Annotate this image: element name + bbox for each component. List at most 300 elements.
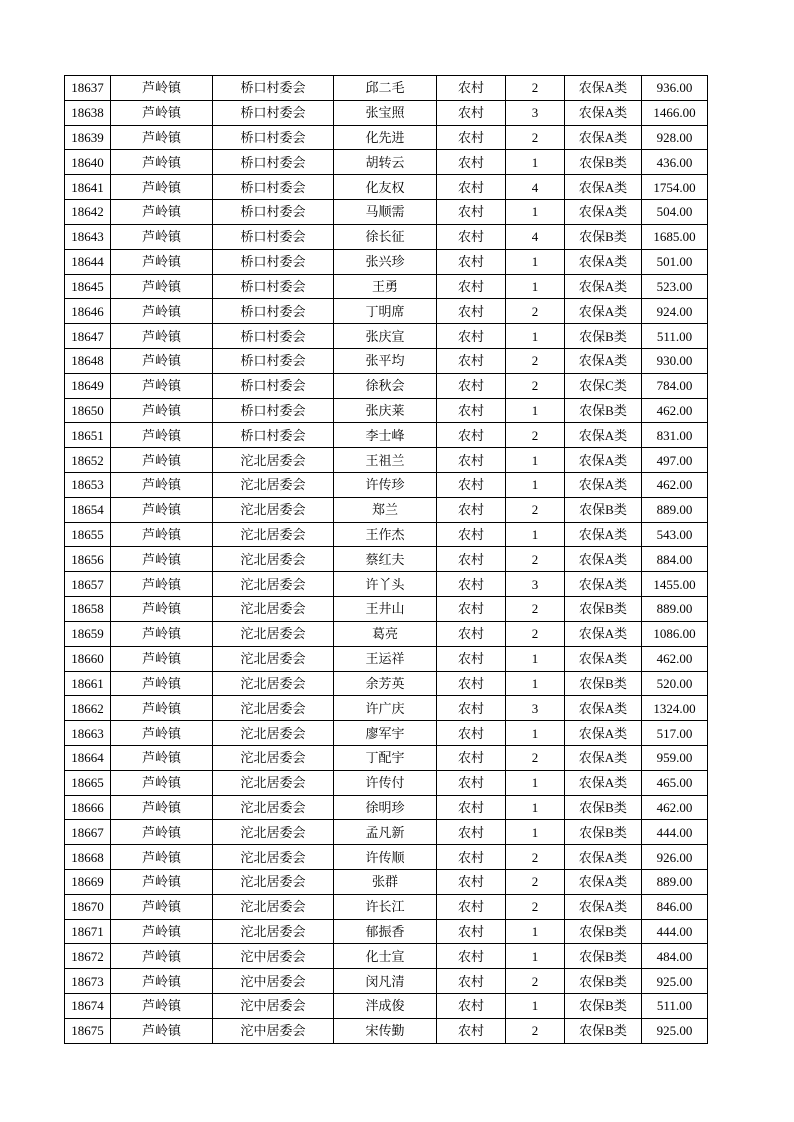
- cell-person-count: 1: [506, 646, 565, 671]
- table-row: [65, 522, 708, 547]
- cell-village-committee: 沱北居委会: [213, 870, 334, 895]
- cell-record-id: 18675: [65, 1018, 111, 1043]
- cell-amount: 517.00: [642, 721, 708, 746]
- cell-person-name: 李士峰: [334, 423, 437, 448]
- cell-insurance-category: 农保A类: [565, 572, 642, 597]
- cell-residence-type: 农村: [437, 100, 506, 125]
- cell-residence-type: 农村: [437, 1018, 506, 1043]
- cell-person-name: 张庆宣: [334, 324, 437, 349]
- cell-residence-type: 农村: [437, 125, 506, 150]
- table-row: [65, 324, 708, 349]
- cell-person-name: 廖军宇: [334, 721, 437, 746]
- cell-person-name: 化先进: [334, 125, 437, 150]
- cell-amount: 928.00: [642, 125, 708, 150]
- cell-person-count: 3: [506, 100, 565, 125]
- table-row: [65, 597, 708, 622]
- cell-village-committee: 桥口村委会: [213, 299, 334, 324]
- cell-record-id: 18667: [65, 820, 111, 845]
- cell-insurance-category: 农保B类: [565, 795, 642, 820]
- cell-amount: 924.00: [642, 299, 708, 324]
- cell-town: 芦岭镇: [111, 473, 213, 498]
- cell-person-count: 1: [506, 150, 565, 175]
- cell-village-committee: 沱中居委会: [213, 1018, 334, 1043]
- cell-person-name: 葛亮: [334, 621, 437, 646]
- cell-insurance-category: 农保A类: [565, 125, 642, 150]
- cell-insurance-category: 农保A类: [565, 646, 642, 671]
- cell-village-committee: 沱北居委会: [213, 572, 334, 597]
- cell-town: 芦岭镇: [111, 919, 213, 944]
- table-row: [65, 274, 708, 299]
- cell-residence-type: 农村: [437, 200, 506, 225]
- cell-amount: 462.00: [642, 795, 708, 820]
- cell-amount: 889.00: [642, 597, 708, 622]
- cell-village-committee: 沱北居委会: [213, 646, 334, 671]
- cell-town: 芦岭镇: [111, 274, 213, 299]
- cell-residence-type: 农村: [437, 721, 506, 746]
- cell-insurance-category: 农保B类: [565, 597, 642, 622]
- cell-record-id: 18639: [65, 125, 111, 150]
- cell-person-count: 2: [506, 497, 565, 522]
- cell-person-count: 2: [506, 597, 565, 622]
- cell-insurance-category: 农保A类: [565, 894, 642, 919]
- cell-village-committee: 沱中居委会: [213, 944, 334, 969]
- table-row: [65, 1018, 708, 1043]
- cell-amount: 930.00: [642, 348, 708, 373]
- cell-residence-type: 农村: [437, 249, 506, 274]
- cell-insurance-category: 农保B类: [565, 324, 642, 349]
- cell-residence-type: 农村: [437, 597, 506, 622]
- cell-amount: 1455.00: [642, 572, 708, 597]
- cell-amount: 884.00: [642, 547, 708, 572]
- cell-record-id: 18650: [65, 398, 111, 423]
- cell-village-committee: 沱中居委会: [213, 969, 334, 994]
- cell-village-committee: 沱北居委会: [213, 919, 334, 944]
- table-row: [65, 969, 708, 994]
- cell-person-count: 2: [506, 621, 565, 646]
- cell-amount: 959.00: [642, 745, 708, 770]
- cell-residence-type: 农村: [437, 646, 506, 671]
- cell-person-name: 郁振香: [334, 919, 437, 944]
- cell-village-committee: 桥口村委会: [213, 423, 334, 448]
- table-row: [65, 547, 708, 572]
- cell-residence-type: 农村: [437, 324, 506, 349]
- cell-village-committee: 桥口村委会: [213, 274, 334, 299]
- cell-record-id: 18641: [65, 175, 111, 200]
- cell-person-name: 马顺需: [334, 200, 437, 225]
- cell-insurance-category: 农保A类: [565, 423, 642, 448]
- cell-person-name: 丁配宇: [334, 745, 437, 770]
- cell-person-count: 2: [506, 845, 565, 870]
- cell-residence-type: 农村: [437, 745, 506, 770]
- cell-person-count: 2: [506, 745, 565, 770]
- cell-record-id: 18652: [65, 448, 111, 473]
- cell-insurance-category: 农保B类: [565, 919, 642, 944]
- cell-village-committee: 桥口村委会: [213, 125, 334, 150]
- cell-amount: 501.00: [642, 249, 708, 274]
- cell-record-id: 18657: [65, 572, 111, 597]
- cell-person-name: 邱二毛: [334, 76, 437, 101]
- cell-amount: 465.00: [642, 770, 708, 795]
- cell-residence-type: 农村: [437, 770, 506, 795]
- cell-person-count: 2: [506, 299, 565, 324]
- cell-insurance-category: 农保B类: [565, 497, 642, 522]
- cell-amount: 497.00: [642, 448, 708, 473]
- cell-amount: 543.00: [642, 522, 708, 547]
- cell-residence-type: 农村: [437, 994, 506, 1019]
- cell-village-committee: 桥口村委会: [213, 150, 334, 175]
- cell-record-id: 18666: [65, 795, 111, 820]
- table-row: [65, 845, 708, 870]
- cell-village-committee: 桥口村委会: [213, 324, 334, 349]
- cell-person-count: 1: [506, 249, 565, 274]
- cell-residence-type: 农村: [437, 497, 506, 522]
- cell-person-count: 1: [506, 944, 565, 969]
- cell-record-id: 18659: [65, 621, 111, 646]
- cell-village-committee: 沱北居委会: [213, 671, 334, 696]
- cell-village-committee: 沱北居委会: [213, 845, 334, 870]
- cell-person-name: 王作杰: [334, 522, 437, 547]
- cell-record-id: 18647: [65, 324, 111, 349]
- cell-village-committee: 沱北居委会: [213, 621, 334, 646]
- cell-amount: 936.00: [642, 76, 708, 101]
- table-row: [65, 125, 708, 150]
- cell-town: 芦岭镇: [111, 994, 213, 1019]
- cell-insurance-category: 农保A类: [565, 249, 642, 274]
- cell-town: 芦岭镇: [111, 125, 213, 150]
- cell-town: 芦岭镇: [111, 572, 213, 597]
- cell-person-count: 2: [506, 1018, 565, 1043]
- cell-residence-type: 农村: [437, 150, 506, 175]
- cell-insurance-category: 农保B类: [565, 150, 642, 175]
- cell-residence-type: 农村: [437, 373, 506, 398]
- cell-record-id: 18664: [65, 745, 111, 770]
- cell-residence-type: 农村: [437, 522, 506, 547]
- cell-person-count: 1: [506, 398, 565, 423]
- cell-town: 芦岭镇: [111, 820, 213, 845]
- cell-amount: 523.00: [642, 274, 708, 299]
- cell-amount: 462.00: [642, 646, 708, 671]
- cell-insurance-category: 农保B类: [565, 671, 642, 696]
- cell-record-id: 18671: [65, 919, 111, 944]
- cell-town: 芦岭镇: [111, 224, 213, 249]
- cell-amount: 462.00: [642, 398, 708, 423]
- cell-person-name: 徐长征: [334, 224, 437, 249]
- cell-amount: 1086.00: [642, 621, 708, 646]
- cell-insurance-category: 农保A类: [565, 621, 642, 646]
- cell-person-name: 张兴珍: [334, 249, 437, 274]
- cell-person-count: 1: [506, 274, 565, 299]
- cell-record-id: 18646: [65, 299, 111, 324]
- cell-town: 芦岭镇: [111, 621, 213, 646]
- cell-record-id: 18642: [65, 200, 111, 225]
- cell-insurance-category: 农保A类: [565, 845, 642, 870]
- table-row: [65, 721, 708, 746]
- cell-person-name: 丁明席: [334, 299, 437, 324]
- cell-residence-type: 农村: [437, 944, 506, 969]
- table-row: [65, 770, 708, 795]
- table-row: [65, 696, 708, 721]
- cell-residence-type: 农村: [437, 795, 506, 820]
- cell-person-name: 许广庆: [334, 696, 437, 721]
- cell-record-id: 18674: [65, 994, 111, 1019]
- table-body: [65, 76, 708, 1044]
- cell-village-committee: 沱北居委会: [213, 795, 334, 820]
- cell-residence-type: 农村: [437, 894, 506, 919]
- cell-person-name: 许丫头: [334, 572, 437, 597]
- cell-town: 芦岭镇: [111, 423, 213, 448]
- cell-record-id: 18654: [65, 497, 111, 522]
- cell-village-committee: 桥口村委会: [213, 200, 334, 225]
- cell-residence-type: 农村: [437, 348, 506, 373]
- cell-town: 芦岭镇: [111, 845, 213, 870]
- cell-record-id: 18660: [65, 646, 111, 671]
- cell-person-name: 徐明珍: [334, 795, 437, 820]
- cell-village-committee: 桥口村委会: [213, 348, 334, 373]
- cell-insurance-category: 农保B类: [565, 944, 642, 969]
- table-row: [65, 473, 708, 498]
- cell-person-count: 2: [506, 76, 565, 101]
- cell-person-name: 化士宣: [334, 944, 437, 969]
- cell-record-id: 18655: [65, 522, 111, 547]
- cell-village-committee: 沱北居委会: [213, 473, 334, 498]
- cell-village-committee: 沱北居委会: [213, 522, 334, 547]
- cell-residence-type: 农村: [437, 423, 506, 448]
- cell-person-name: 张庆莱: [334, 398, 437, 423]
- cell-record-id: 18656: [65, 547, 111, 572]
- cell-person-count: 1: [506, 919, 565, 944]
- cell-insurance-category: 农保A类: [565, 870, 642, 895]
- cell-amount: 889.00: [642, 497, 708, 522]
- cell-record-id: 18670: [65, 894, 111, 919]
- cell-record-id: 18637: [65, 76, 111, 101]
- cell-town: 芦岭镇: [111, 324, 213, 349]
- cell-person-count: 1: [506, 522, 565, 547]
- cell-residence-type: 农村: [437, 969, 506, 994]
- cell-person-name: 王井山: [334, 597, 437, 622]
- cell-person-count: 4: [506, 224, 565, 249]
- cell-record-id: 18668: [65, 845, 111, 870]
- table-row: [65, 373, 708, 398]
- cell-person-count: 1: [506, 671, 565, 696]
- cell-town: 芦岭镇: [111, 76, 213, 101]
- cell-town: 芦岭镇: [111, 894, 213, 919]
- cell-residence-type: 农村: [437, 820, 506, 845]
- cell-insurance-category: 农保A类: [565, 770, 642, 795]
- cell-person-count: 2: [506, 547, 565, 572]
- table-row: [65, 348, 708, 373]
- cell-person-count: 3: [506, 696, 565, 721]
- cell-insurance-category: 农保B类: [565, 820, 642, 845]
- cell-residence-type: 农村: [437, 845, 506, 870]
- cell-person-name: 化友权: [334, 175, 437, 200]
- cell-insurance-category: 农保A类: [565, 448, 642, 473]
- cell-insurance-category: 农保A类: [565, 745, 642, 770]
- cell-person-count: 2: [506, 373, 565, 398]
- cell-town: 芦岭镇: [111, 646, 213, 671]
- cell-village-committee: 沱北居委会: [213, 597, 334, 622]
- insurance-payment-table: [64, 75, 708, 1044]
- cell-record-id: 18665: [65, 770, 111, 795]
- cell-insurance-category: 农保A类: [565, 473, 642, 498]
- cell-village-committee: 沱北居委会: [213, 721, 334, 746]
- cell-village-committee: 沱北居委会: [213, 448, 334, 473]
- cell-person-name: 张群: [334, 870, 437, 895]
- cell-record-id: 18651: [65, 423, 111, 448]
- cell-village-committee: 沱北居委会: [213, 894, 334, 919]
- cell-residence-type: 农村: [437, 473, 506, 498]
- table-row: [65, 175, 708, 200]
- cell-village-committee: 桥口村委会: [213, 249, 334, 274]
- cell-person-count: 1: [506, 324, 565, 349]
- cell-record-id: 18643: [65, 224, 111, 249]
- cell-person-count: 2: [506, 348, 565, 373]
- cell-person-count: 2: [506, 969, 565, 994]
- cell-insurance-category: 农保A类: [565, 696, 642, 721]
- cell-town: 芦岭镇: [111, 448, 213, 473]
- cell-residence-type: 农村: [437, 398, 506, 423]
- cell-amount: 784.00: [642, 373, 708, 398]
- cell-amount: 831.00: [642, 423, 708, 448]
- cell-person-count: 4: [506, 175, 565, 200]
- cell-town: 芦岭镇: [111, 944, 213, 969]
- cell-amount: 462.00: [642, 473, 708, 498]
- cell-insurance-category: 农保B类: [565, 1018, 642, 1043]
- cell-person-count: 1: [506, 820, 565, 845]
- cell-town: 芦岭镇: [111, 200, 213, 225]
- cell-town: 芦岭镇: [111, 671, 213, 696]
- cell-record-id: 18649: [65, 373, 111, 398]
- cell-residence-type: 农村: [437, 175, 506, 200]
- cell-village-committee: 沱北居委会: [213, 745, 334, 770]
- cell-person-count: 2: [506, 894, 565, 919]
- table-row: [65, 100, 708, 125]
- cell-record-id: 18669: [65, 870, 111, 895]
- cell-insurance-category: 农保A类: [565, 100, 642, 125]
- table-row: [65, 249, 708, 274]
- cell-insurance-category: 农保A类: [565, 547, 642, 572]
- cell-insurance-category: 农保A类: [565, 522, 642, 547]
- cell-person-name: 蔡红夫: [334, 547, 437, 572]
- cell-village-committee: 沱北居委会: [213, 497, 334, 522]
- cell-amount: 925.00: [642, 969, 708, 994]
- cell-person-name: 许传付: [334, 770, 437, 795]
- cell-town: 芦岭镇: [111, 249, 213, 274]
- cell-record-id: 18645: [65, 274, 111, 299]
- table-row: [65, 671, 708, 696]
- cell-person-name: 徐秋会: [334, 373, 437, 398]
- cell-person-name: 许长江: [334, 894, 437, 919]
- cell-village-committee: 沱中居委会: [213, 994, 334, 1019]
- cell-town: 芦岭镇: [111, 398, 213, 423]
- cell-amount: 925.00: [642, 1018, 708, 1043]
- table-row: [65, 870, 708, 895]
- cell-residence-type: 农村: [437, 224, 506, 249]
- cell-insurance-category: 农保A类: [565, 274, 642, 299]
- cell-village-committee: 桥口村委会: [213, 100, 334, 125]
- cell-person-count: 2: [506, 870, 565, 895]
- table-row: [65, 919, 708, 944]
- cell-residence-type: 农村: [437, 621, 506, 646]
- table-row: [65, 398, 708, 423]
- cell-person-name: 张平均: [334, 348, 437, 373]
- cell-town: 芦岭镇: [111, 969, 213, 994]
- cell-person-name: 泮成俊: [334, 994, 437, 1019]
- cell-person-count: 1: [506, 994, 565, 1019]
- table-row: [65, 944, 708, 969]
- cell-town: 芦岭镇: [111, 745, 213, 770]
- cell-amount: 889.00: [642, 870, 708, 895]
- cell-residence-type: 农村: [437, 299, 506, 324]
- cell-town: 芦岭镇: [111, 770, 213, 795]
- cell-person-name: 闵凡清: [334, 969, 437, 994]
- cell-insurance-category: 农保B类: [565, 969, 642, 994]
- cell-village-committee: 桥口村委会: [213, 373, 334, 398]
- table-row: [65, 621, 708, 646]
- cell-record-id: 18673: [65, 969, 111, 994]
- cell-town: 芦岭镇: [111, 597, 213, 622]
- cell-insurance-category: 农保A类: [565, 348, 642, 373]
- cell-residence-type: 农村: [437, 671, 506, 696]
- table-row: [65, 200, 708, 225]
- cell-person-count: 1: [506, 721, 565, 746]
- cell-record-id: 18662: [65, 696, 111, 721]
- cell-amount: 511.00: [642, 324, 708, 349]
- cell-village-committee: 桥口村委会: [213, 175, 334, 200]
- cell-insurance-category: 农保C类: [565, 373, 642, 398]
- cell-record-id: 18644: [65, 249, 111, 274]
- table-row: [65, 448, 708, 473]
- table-row: [65, 150, 708, 175]
- table-row: [65, 646, 708, 671]
- cell-record-id: 18663: [65, 721, 111, 746]
- cell-record-id: 18640: [65, 150, 111, 175]
- table-row: [65, 894, 708, 919]
- cell-record-id: 18638: [65, 100, 111, 125]
- cell-person-name: 张宝照: [334, 100, 437, 125]
- cell-amount: 520.00: [642, 671, 708, 696]
- cell-person-name: 孟凡新: [334, 820, 437, 845]
- cell-person-count: 1: [506, 200, 565, 225]
- cell-person-count: 2: [506, 423, 565, 448]
- cell-village-committee: 沱北居委会: [213, 696, 334, 721]
- cell-town: 芦岭镇: [111, 522, 213, 547]
- cell-amount: 846.00: [642, 894, 708, 919]
- cell-person-count: 1: [506, 473, 565, 498]
- table-row: [65, 994, 708, 1019]
- cell-town: 芦岭镇: [111, 299, 213, 324]
- cell-amount: 1324.00: [642, 696, 708, 721]
- cell-person-name: 王勇: [334, 274, 437, 299]
- cell-record-id: 18658: [65, 597, 111, 622]
- cell-town: 芦岭镇: [111, 175, 213, 200]
- cell-residence-type: 农村: [437, 572, 506, 597]
- cell-insurance-category: 农保B类: [565, 224, 642, 249]
- cell-village-committee: 桥口村委会: [213, 398, 334, 423]
- cell-person-count: 2: [506, 125, 565, 150]
- table-row: [65, 572, 708, 597]
- cell-town: 芦岭镇: [111, 373, 213, 398]
- cell-amount: 926.00: [642, 845, 708, 870]
- cell-record-id: 18661: [65, 671, 111, 696]
- cell-town: 芦岭镇: [111, 348, 213, 373]
- cell-person-count: 1: [506, 795, 565, 820]
- cell-town: 芦岭镇: [111, 721, 213, 746]
- cell-amount: 1754.00: [642, 175, 708, 200]
- cell-person-name: 许传顺: [334, 845, 437, 870]
- cell-insurance-category: 农保A类: [565, 200, 642, 225]
- table-row: [65, 423, 708, 448]
- table-row: [65, 76, 708, 101]
